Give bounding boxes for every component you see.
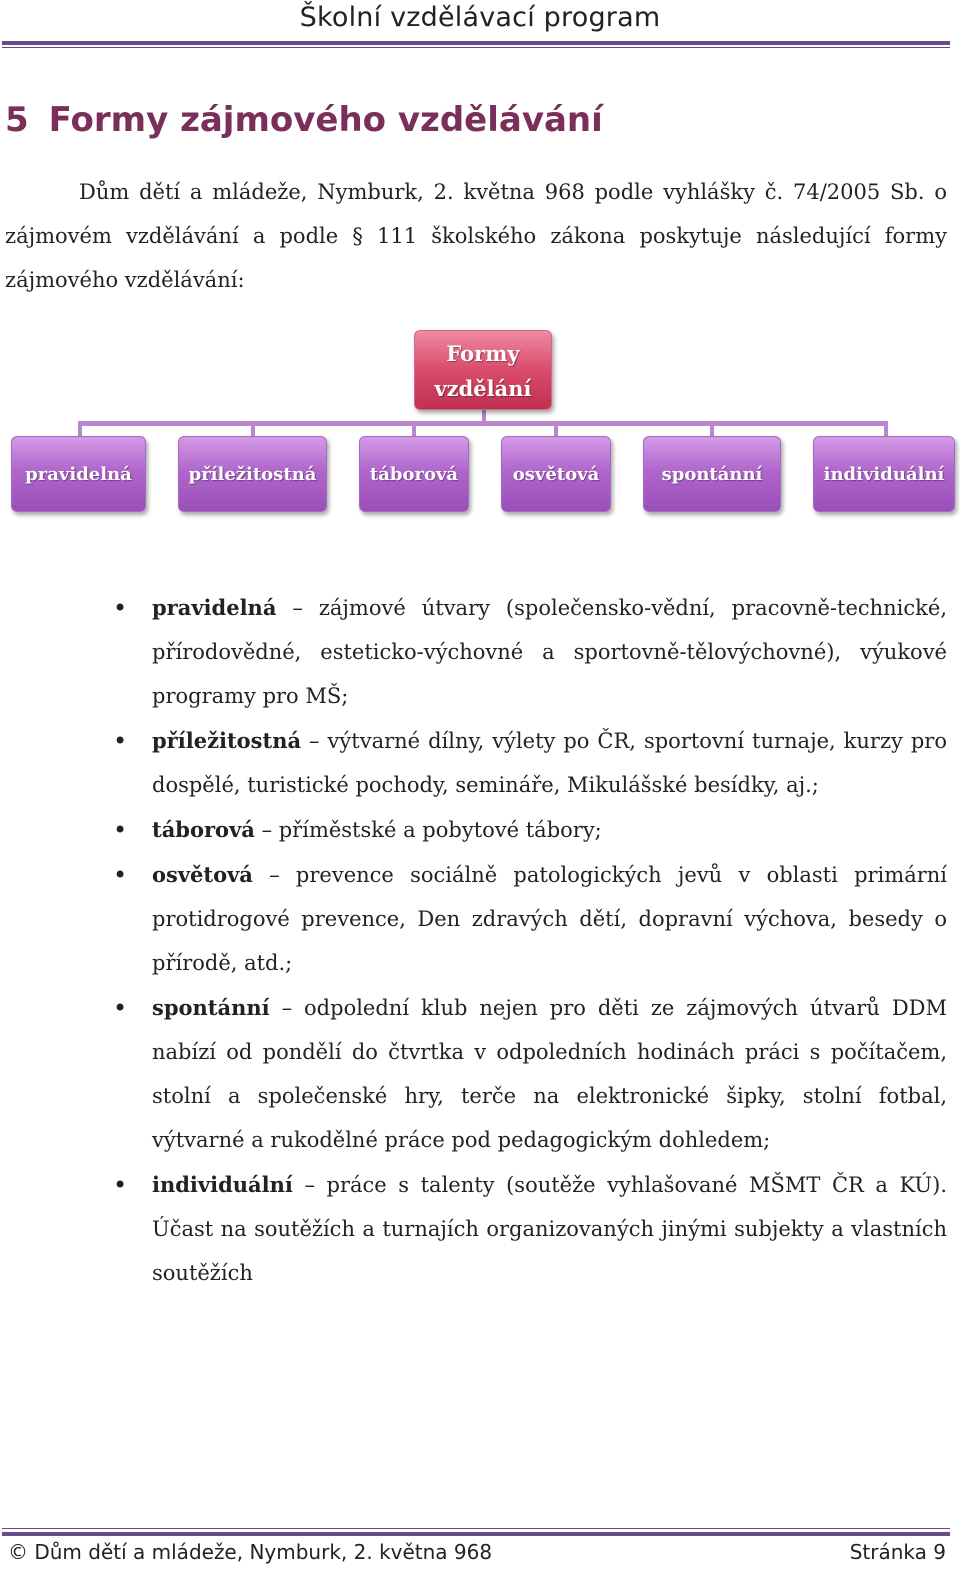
- forms-diagram: [0, 0, 960, 540]
- connector-drop: [710, 421, 714, 437]
- footer-rule-thin: [2, 1528, 950, 1529]
- root-node-line-1: Formy: [446, 341, 520, 366]
- list-item-term: osvětová: [152, 862, 253, 887]
- diagram-node-spontanni: spontánní: [643, 436, 781, 512]
- diagram-node-individualni: individuální: [813, 436, 955, 512]
- list-item: [0, 808, 960, 852]
- intro-text: Dům dětí a mládeže, Nymburk, 2. května 968 podle vyhlášky č. 74/2005 Sb. o zájmovém vzdělávání a podle § 111 školského zákona poskytuje následující formy zájmového vzdělávání:: [5, 180, 947, 292]
- list-item-text: – odpolední klub nejen pro děti ze zájmových útvarů DDM nabízí od pondělí do čtvrtka v odpoledních hodinách práci s počítačem, stolní a společenské hry, terče na elektronické šipky, stolní fotbal, výtvarné a rukodělné práce pod pedagogickým dohledem;: [152, 996, 947, 1152]
- footer-rule: [2, 1532, 950, 1536]
- connector-drop: [251, 421, 255, 437]
- list-item-text: – příměstské a pobytové tábory;: [254, 818, 602, 842]
- diagram-node-pravidelna: pravidelná: [11, 436, 146, 512]
- list-item-term: individuální: [152, 1172, 293, 1197]
- section-number: 5: [5, 100, 29, 140]
- list-item-term: pravidelná: [152, 595, 277, 620]
- document-header-title: Školní vzdělávací program: [299, 2, 661, 33]
- footer-copyright: © Dům dětí a mládeže, Nymburk, 2. května 968: [8, 1540, 493, 1564]
- list-item-text: – zájmové útvary (společensko-vědní, pracovně-technické, přírodovědné, esteticko-výchovné a sportovně-tělovýchovné), výukové programy pro MŠ;: [152, 596, 947, 708]
- list-item-text: – práce s talenty (soutěže vyhlašované MŠMT ČR a KÚ). Účast na soutěžích a turnajích organizovaných jinými subjekty a vlastních soutěžích: [152, 1173, 947, 1285]
- diagram-node-taborova: táborová: [359, 436, 469, 512]
- diagram-node-osvetova: osvětová: [501, 436, 611, 512]
- footer-page-number: Stránka 9: [849, 1540, 946, 1564]
- root-node-line-2: vzdělání: [434, 376, 532, 401]
- diagram-node-prilezitostna: příležitostná: [178, 436, 327, 512]
- list-item-term: táborová: [152, 817, 255, 842]
- connector-drop: [884, 421, 888, 437]
- connector-drop: [78, 421, 82, 437]
- diagram-root-node: [414, 330, 552, 410]
- list-item: [0, 853, 960, 985]
- list-item: [0, 719, 960, 807]
- connector-drop: [412, 421, 416, 437]
- list-item: [0, 1163, 960, 1295]
- connector-drop: [554, 421, 558, 437]
- forms-list: [0, 586, 960, 1296]
- list-item-term: příležitostná: [152, 728, 302, 753]
- section-title: Formy zájmového vzdělávání: [48, 100, 603, 140]
- list-item-term: spontánní: [152, 995, 270, 1020]
- list-item-text: – výtvarné dílny, výlety po ČR, sportovní turnaje, kurzy pro dospělé, turistické pochody, semináře, Mikulášské besídky, aj.;: [152, 729, 947, 797]
- list-item: [0, 586, 960, 718]
- list-item: [0, 986, 960, 1162]
- list-item-text: – prevence sociálně patologických jevů v oblasti primární protidrogové prevence, Den zdravých dětí, dopravní výchova, besedy o přírodě, atd.;: [152, 863, 947, 975]
- connector-bus: [78, 421, 888, 426]
